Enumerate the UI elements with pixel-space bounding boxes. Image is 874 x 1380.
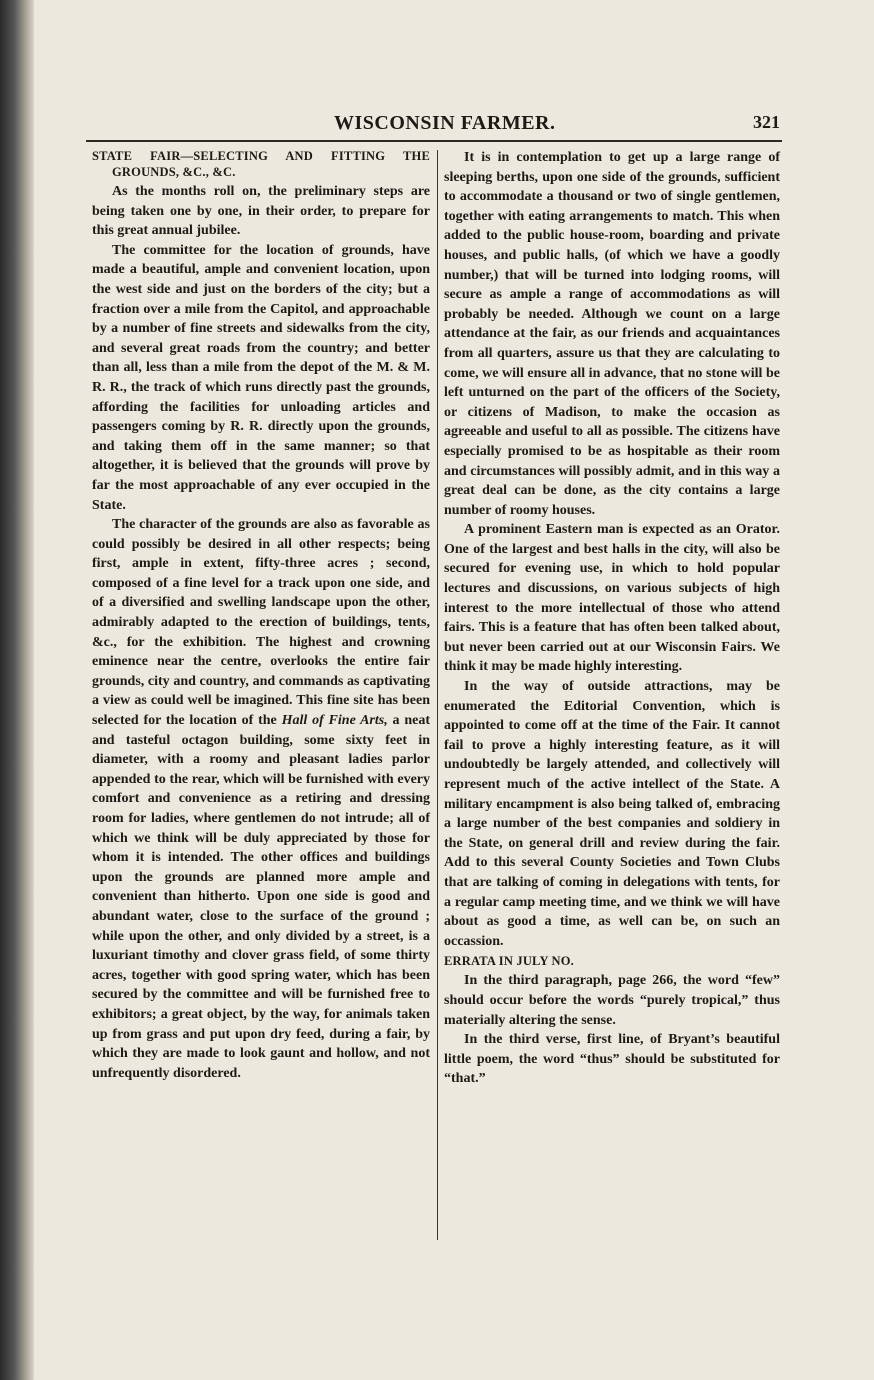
book-binding-edge: [0, 0, 34, 1380]
right-column: [444, 148, 780, 1089]
paragraph: [92, 515, 430, 1083]
left-column: [92, 148, 430, 1083]
paragraph: As the months roll on, the preliminary steps are being taken one by one, in their order, to prepare for this great annual jubilee.: [92, 184, 430, 239]
errata-paragraph: In the third paragraph, page 266, the word “few” should occur before the words “purely tropical,” thus materially altering the sense.: [444, 973, 780, 1028]
italic-title: Hall of Fine Arts,: [281, 713, 388, 729]
page-number: 321: [753, 112, 780, 132]
article-heading: STATE FAIR—SELECTING AND FITTING THE GROUNDS, &C., &C.: [92, 149, 430, 179]
paragraph: The committee for the location of grounds, have made a beautiful, ample and convenient location, upon the west side and just on the borders of the city; but a fraction over a mile from the Capitol, and approachable by a number of fine streets and sidewalks from the city, and several great roads from the country; and better than all, less than a mile from the depot of the M. & M. R. R., the track of which runs directly past the grounds, affording the facilities for unloading articles and passengers coming by R. R. directly upon the grounds, and taking them off in the same manner; so that altogether, it is believed that the grounds will prove by far the most approachable of any ever occupied in the State.: [92, 242, 430, 513]
header-title: WISCONSIN FARMER.: [334, 112, 556, 134]
header-rule: [86, 140, 782, 142]
paragraph: It is in contemplation to get up a large range of sleeping berths, upon one side of the grounds, sufficient to accommodate a thousand or two of single gentlemen, together with eating arrangements to match. This when added to the public house-room, boarding and private houses, and public halls, (of which we have a goodly number,) that will be turned into lodging rooms, will secure as ample a range of accommodations as will probably be needed. Although we count on a large attendance at the fair, as our friends and acquaintances from all quarters, assure us that they are calculating to come, we will ensure all in advance, that no stone will be left unturned on the part of the officers of the Society, or citizens of Madison, to make the occasion as agreeable and useful to all as possible. The citizens have especially promised to be as hospitable as their room and circumstances will possibly admit, and in this way a great deal can be done, as the city contains a large number of roomy houses.: [444, 150, 780, 518]
paragraph: In the way of outside attractions, may be enumerated the Editorial Convention, which is appointed to come off at the time of the Fair. It cannot fail to prove a highly interesting feature, as it will undoubtedly be largely attended, and collectively will represent much of the active intellect of the State. A military encampment is also being talked of, embracing a large number of the best companies and soldiery in the State, on general drill and review during the fair. Add to this several County Societies and Town Clubs that are talking of coming in delegations with tents, for a regular camp meeting time, and we think we will have about as good a time, as well can be, on such an occassion.: [444, 679, 780, 949]
paragraph: A prominent Eastern man is expected as an Orator. One of the largest and best halls in the city, will also be secured for evening use, in which to hold popular lectures and discussions, on various subjects of high interest to the more intellectual of those who attend fairs. This is a feature that has often been talked about, but never been carried out at our Wisconsin Fairs. We think it may be made highly interesting.: [444, 522, 780, 675]
paragraph-text: The character of the grounds are also as favorable as could possibly be desired in all other respects; being first, ample in extent, fifty-three acres ; second, composed of a fine level for a track upon one side, and of a diversified and swelling landscape upon the other, admirably adapted to the erection of buildings, tents, &c., for the exhibition. The highest and crowning eminence near the centre, overlooks the entire fair grounds, city and country, and commands as captivating a view as could well be imagined. This fine site has been selected for the location of the: [92, 517, 430, 729]
running-header: [84, 112, 784, 136]
errata-paragraph: In the third verse, first line, of Bryant’s beautiful little poem, the word “thus” should be substituted for “that.”: [444, 1032, 780, 1087]
paragraph-text: a neat and tasteful octagon building, some sixty feet in diameter, with a roomy and pleasant ladies parlor appended to the rear, which will be furnished with every comfort and convenience as a retiring and dressing room for ladies, where gentlemen do not intrude; all of which we think will be duly appreciated by those for whom it is intended. The other offices and buildings upon the grounds are planned more ample and convenient than hitherto. Upon one side is good and abundant water, close to the surface of the ground ; while upon the other, and only divided by a street, is a luxuriant timothy and clover grass field, of some thirty acres, together with good spring water, which has been secured by the committee and will be furnished free to exhibitors; a great object, by the way, for animals taken up from grass and put upon dry feed, during a fair, by which they are made to look gaunt and hollow, and not unfrequently disordered.: [92, 713, 430, 1081]
column-divider: [437, 150, 438, 1240]
errata-heading: ERRATA IN JULY NO.: [444, 954, 575, 969]
